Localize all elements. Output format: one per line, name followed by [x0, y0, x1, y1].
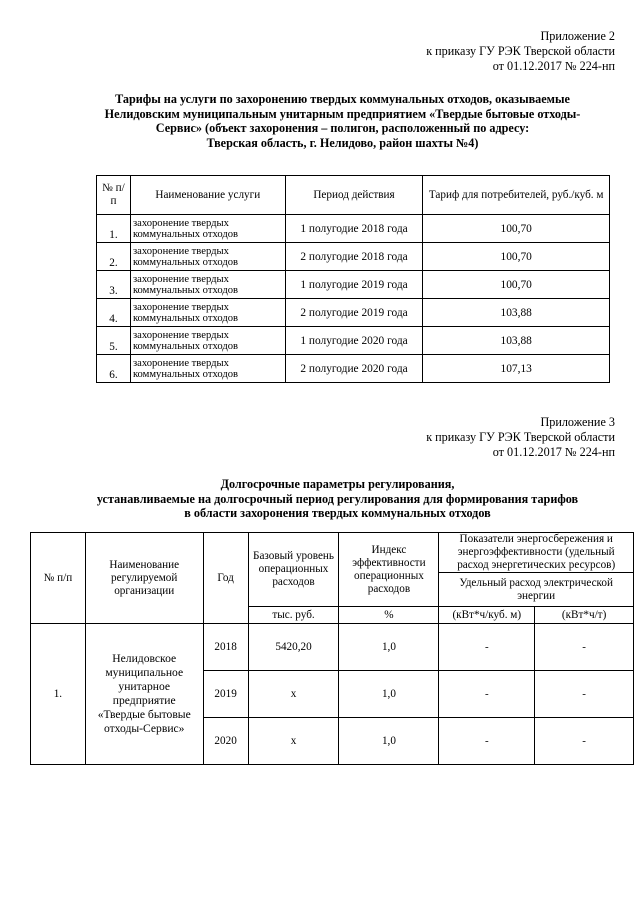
table-row [97, 271, 610, 299]
header-year: Год [203, 533, 248, 624]
header-electric-energy: Удельный расход электрической энергии [439, 573, 634, 607]
row-year: 2018 [203, 624, 248, 671]
row-organization: Нелидовское муниципальное унитарное предприятие «Твердые бытовые отходы-Сервис» [85, 624, 203, 765]
header-period: Период действия [285, 176, 423, 215]
row-service: захоронение твердых коммунальных отходов [130, 215, 285, 243]
parameters-title-line: в области захоронения твердых коммунальных отходов [184, 506, 491, 520]
table-row [97, 327, 610, 355]
row-num: 2. [97, 243, 131, 271]
header-service-name: Наименование услуги [130, 176, 285, 215]
tariffs-title-line: Сервис» (объект захоронения – полигон, расположенный по адресу: [155, 121, 530, 135]
row-energy-per-t: - [535, 624, 634, 671]
unit-energy-per-t: (кВт*ч/т) [535, 607, 634, 624]
row-efficiency-index: 1,0 [339, 624, 439, 671]
annex-2-date: от 01.12.2017 № 224-нп [492, 59, 615, 73]
unit-energy-per-m3: (кВт*ч/куб. м) [439, 607, 535, 624]
row-num: 1. [97, 215, 131, 243]
row-service: захоронение твердых коммунальных отходов [130, 327, 285, 355]
row-num: 5. [97, 327, 131, 355]
table-row [97, 355, 610, 383]
row-period: 1 полугодие 2018 года [285, 215, 423, 243]
row-service: захоронение твердых коммунальных отходов [130, 299, 285, 327]
row-tariff: 103,88 [423, 299, 610, 327]
parameters-title-line: Долгосрочные параметры регулирования, [220, 477, 455, 491]
tariffs-title-line: Нелидовским муниципальным унитарным предприятием «Твердые бытовые отходы- [104, 106, 581, 121]
tariffs-title [70, 92, 615, 150]
tariffs-title-line: Тверская область, г. Нелидово, район шахты №4) [206, 135, 479, 150]
table-row [31, 624, 634, 671]
row-num: 4. [97, 299, 131, 327]
parameters-title [40, 477, 635, 521]
header-num: № п/п [31, 533, 86, 624]
header-efficiency-index: Индекс эффективности операционных расходов [339, 533, 439, 607]
row-period: 2 полугодие 2020 года [285, 355, 423, 383]
tariffs-header-row [97, 176, 610, 215]
tariffs-title-line: Тарифы на услуги по захоронению твердых коммунальных отходов, оказываемые [115, 92, 570, 106]
row-service: захоронение твердых коммунальных отходов [130, 271, 285, 299]
header-num: № п/п [97, 176, 131, 215]
row-energy-per-t: - [535, 671, 634, 718]
row-period: 2 полугодие 2018 года [285, 243, 423, 271]
table-row [97, 299, 610, 327]
annex-2-label: Приложение 2 [540, 29, 615, 43]
row-energy-per-m3: - [439, 671, 535, 718]
row-service: захоронение твердых коммунальных отходов [130, 243, 285, 271]
annex-2-order: к приказу ГУ РЭК Тверской области [426, 44, 615, 58]
row-efficiency-index: 1,0 [339, 718, 439, 765]
header-organization: Наименование регулируемой организации [85, 533, 203, 624]
row-year: 2019 [203, 671, 248, 718]
row-tariff: 107,13 [423, 355, 610, 383]
row-period: 1 полугодие 2019 года [285, 271, 423, 299]
row-base-costs: 5420,20 [248, 624, 339, 671]
row-energy-per-t: - [535, 718, 634, 765]
row-tariff: 103,88 [423, 327, 610, 355]
row-tariff: 100,70 [423, 271, 610, 299]
row-year: 2020 [203, 718, 248, 765]
header-tariff: Тариф для потребителей, руб./куб. м [423, 176, 610, 215]
row-base-costs: х [248, 718, 339, 765]
row-base-costs: х [248, 671, 339, 718]
table-row [97, 215, 610, 243]
row-service: захоронение твердых коммунальных отходов [130, 355, 285, 383]
row-energy-per-m3: - [439, 718, 535, 765]
row-efficiency-index: 1,0 [339, 671, 439, 718]
header-energy-indicators: Показатели энергосбережения и энергоэффективности (удельный расход энергетических ресурсов) [439, 533, 634, 573]
row-num: 6. [97, 355, 131, 383]
row-period: 2 полугодие 2019 года [285, 299, 423, 327]
annex-3-label: Приложение 3 [540, 415, 615, 429]
annex-2-header [426, 29, 615, 74]
header-base-costs: Базовый уровень операционных расходов [248, 533, 339, 607]
row-num: 1. [31, 624, 86, 765]
row-tariff: 100,70 [423, 215, 610, 243]
unit-efficiency-index: % [339, 607, 439, 624]
parameters-header-row [31, 533, 634, 573]
row-energy-per-m3: - [439, 624, 535, 671]
unit-base-costs: тыс. руб. [248, 607, 339, 624]
tariffs-table [96, 175, 610, 383]
row-num: 3. [97, 271, 131, 299]
row-period: 1 полугодие 2020 года [285, 327, 423, 355]
table-row [97, 243, 610, 271]
row-tariff: 100,70 [423, 243, 610, 271]
parameters-table [30, 532, 634, 765]
annex-3-date: от 01.12.2017 № 224-нп [492, 445, 615, 459]
annex-3-order: к приказу ГУ РЭК Тверской области [426, 430, 615, 444]
annex-3-header [426, 415, 615, 460]
parameters-title-line: устанавливаемые на долгосрочный период регулирования для формирования тарифов [96, 491, 579, 506]
